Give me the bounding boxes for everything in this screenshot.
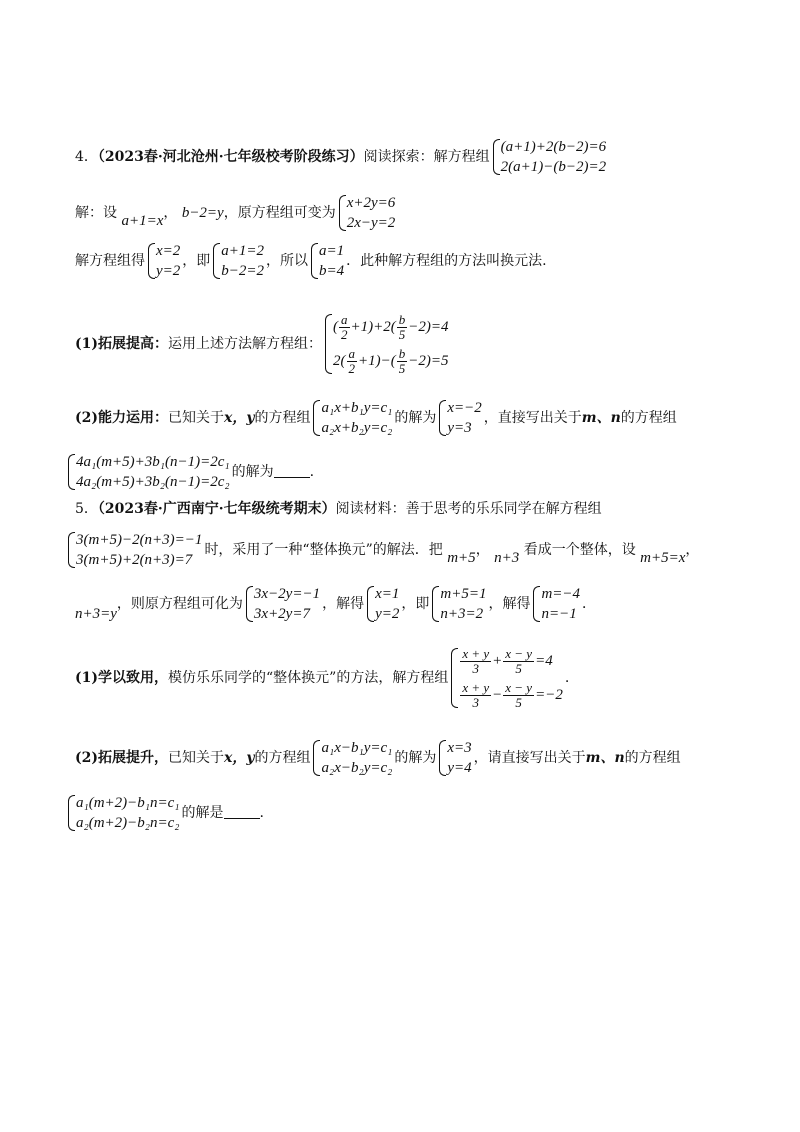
- static-text: ．此种解方程组的方法叫换元法.: [346, 253, 547, 269]
- q4-part1-system: [324, 310, 448, 378]
- equation: x=−2: [447, 400, 482, 416]
- part-text: 运用上述方法解方程组：: [168, 336, 322, 352]
- variables: x，y: [224, 750, 255, 766]
- rhs: =5: [430, 353, 449, 369]
- equation: 2x−y=2: [346, 215, 396, 231]
- equation: a₁(m+2)−b₁n=c₁: [76, 795, 180, 811]
- q5-system-xy-solution: [366, 584, 399, 624]
- expression: n+3: [494, 550, 520, 566]
- q5-part2-target-system: [67, 793, 180, 833]
- q4-system-original: [492, 137, 606, 177]
- equation: 3(m+5)+2(n+3)=7: [76, 552, 193, 568]
- equation: b=4: [319, 263, 345, 279]
- q5-source: （2023春·广西南宁·七年级统考期末）: [97, 501, 336, 517]
- static-text: ，解得: [322, 596, 365, 612]
- equation: n=−1: [541, 606, 577, 622]
- equation: y=4: [447, 760, 472, 776]
- equation: a=1: [319, 243, 345, 259]
- equation: x=1: [375, 586, 400, 602]
- part-label: (1)拓展提高：: [75, 336, 168, 352]
- static-text: 的解是: [181, 805, 224, 821]
- q4-part2-target-system: [67, 452, 230, 492]
- static-text: ，原方程组可变为: [223, 205, 336, 221]
- q5-part2-system: [312, 738, 392, 778]
- rhs: =−2: [535, 687, 563, 703]
- q4-source: （2023春·河北沧州·七年级校考阶段练习）: [97, 149, 364, 165]
- equation: b−2=2: [221, 263, 265, 279]
- answer-blank[interactable]: [224, 818, 260, 819]
- substitution-x: m+5=x: [640, 550, 686, 566]
- q5-system-original: [67, 530, 202, 570]
- part-label: (1)学以致用，: [75, 670, 168, 686]
- equation: 3x−2y=−1: [253, 586, 321, 602]
- static-text: 的解为: [394, 410, 437, 426]
- q4-part1: [75, 310, 450, 378]
- q5-header: [75, 500, 602, 518]
- static-text: 已知关于: [168, 410, 224, 426]
- part-label: (2)拓展提升，: [75, 750, 168, 766]
- equation: a₁x−b₁y=c₁: [321, 740, 393, 756]
- q5-part2-target: [75, 793, 264, 833]
- static-text: 时，采用了一种“整体换元”的解法．把: [204, 542, 443, 558]
- equation: 3(m+5)−2(n+3)=−1: [76, 532, 203, 548]
- static-text: ，所以: [266, 253, 309, 269]
- part-label: (2)能力运用：: [75, 410, 168, 426]
- rhs: =4: [535, 653, 553, 669]
- variables: m、n: [585, 750, 625, 766]
- equation: 4a₂(m+5)+3b₂(n−1)=2c₂: [76, 474, 230, 490]
- static-text: 解：设: [75, 205, 117, 221]
- q4-header: [75, 137, 608, 177]
- q5-system-mn-solution: [532, 584, 580, 624]
- q4-solution-setup: [75, 193, 397, 233]
- substitution-x: a+1=x: [121, 213, 164, 229]
- expression: m+5: [447, 550, 476, 566]
- q4-part2-system: [312, 398, 392, 438]
- equation: 4a₁(m+5)+3b₁(n−1)=2c₁: [76, 454, 230, 470]
- q4-number: 4．: [75, 149, 98, 165]
- equation: n+3=2: [440, 606, 484, 622]
- static-text: 的方程组: [254, 410, 311, 426]
- equation: ( $\frac{a}{2}$ +1)+2( $\frac{b}{5}$ −2)=4: [333, 312, 449, 343]
- equation: 3x+2y=7: [253, 606, 310, 622]
- equation: 2(a+1)−(b−2)=2: [500, 159, 607, 175]
- equation: a₂(m+2)−b₂n=c₂: [76, 815, 180, 831]
- equation: a+1=2: [221, 243, 265, 259]
- q5-system-back-sub: [431, 584, 486, 624]
- equation: m=−4: [541, 586, 581, 602]
- q5-part2: [75, 738, 681, 778]
- equation: y=2: [156, 263, 181, 279]
- equation: m+5=1: [440, 586, 487, 602]
- q5-intro: 阅读材料：善于思考的乐乐同学在解方程组: [335, 501, 602, 517]
- static-text: ，: [475, 542, 490, 558]
- static-text: .: [564, 670, 570, 686]
- equation: $\frac{x + y}{3}$ − $\frac{x - y}{5}$ =−2: [462, 680, 563, 711]
- q5-part1: [75, 644, 569, 712]
- q4-system-transformed: [338, 193, 396, 233]
- static-text: ，即: [401, 596, 430, 612]
- static-text: .: [309, 464, 315, 480]
- static-text: ，则原方程组可化为: [116, 596, 243, 612]
- equation: y=2: [375, 606, 400, 622]
- equation: y=3: [447, 420, 472, 436]
- equation: a₁x+b₁y=c₁: [321, 400, 393, 416]
- q4-part2-target: [75, 452, 314, 492]
- static-text: 已知关于: [168, 750, 224, 766]
- rhs: =4: [430, 319, 449, 335]
- substitution-y: n+3=y: [75, 606, 117, 622]
- equation: x=2: [156, 243, 181, 259]
- substitution-y: b−2=y: [181, 205, 224, 221]
- static-text: 解方程组得: [75, 253, 145, 269]
- q4-system-xy-solution: [147, 241, 180, 281]
- q5-system-transformed: [245, 584, 320, 624]
- variables: m、n: [581, 410, 621, 426]
- q4-part2: [75, 398, 677, 438]
- static-text: 的解为: [394, 750, 437, 766]
- part-text: 模仿乐乐同学的“整体换元”的方法，解方程组: [168, 670, 449, 686]
- equation: a₂x+b₂y=c₂: [321, 420, 393, 436]
- equation: x=3: [447, 740, 472, 756]
- static-text: ，即: [182, 253, 211, 269]
- static-text: 的方程组: [624, 750, 681, 766]
- static-text: ，: [163, 205, 178, 221]
- static-text: ，解得: [488, 596, 531, 612]
- q5-line2: [75, 530, 699, 570]
- q4-system-ab-solution: [310, 241, 344, 281]
- static-text: .: [259, 805, 264, 821]
- equation: a₂x−b₂y=c₂: [321, 760, 393, 776]
- q5-line3: [75, 584, 596, 624]
- static-text: 的方程组: [620, 410, 677, 426]
- static-text: 的方程组: [254, 750, 311, 766]
- q5-part1-system: [450, 644, 563, 712]
- equation: x+2y=6: [346, 195, 396, 211]
- static-text: 的解为: [231, 464, 274, 480]
- static-text: ，请直接写出关于: [473, 750, 586, 766]
- q5-number: 5．: [75, 501, 98, 517]
- variables: x，y: [224, 410, 255, 426]
- static-text: ．: [582, 596, 597, 612]
- answer-blank[interactable]: [274, 477, 310, 478]
- q4-solution-result: [75, 241, 547, 281]
- q5-part2-solution: [438, 738, 471, 778]
- equation: 2( $\frac{a}{2}$ +1)−( $\frac{b}{5}$ −2)=5: [333, 346, 449, 377]
- q4-system-back-sub: [212, 241, 264, 281]
- equation: (a+1)+2(b−2)=6: [500, 139, 607, 155]
- static-text: ，: [685, 542, 700, 558]
- equation: $\frac{x + y}{3}$ + $\frac{x - y}{5}$ =4: [462, 646, 553, 677]
- q4-intro: 阅读探索：解方程组: [363, 149, 490, 165]
- q4-part2-solution: [438, 398, 481, 438]
- static-text: ，直接写出关于: [483, 410, 582, 426]
- static-text: 看成一个整体，设: [523, 542, 636, 558]
